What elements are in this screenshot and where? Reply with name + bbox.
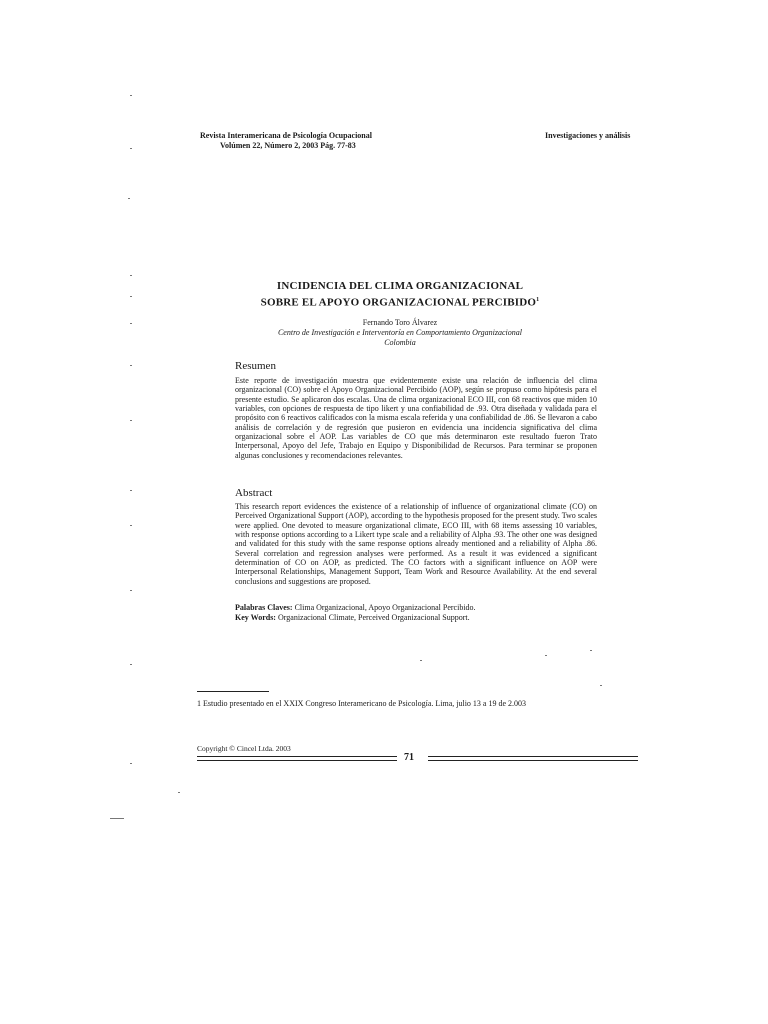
copyright: Copyright © Cincel Ltda. 2003 [197,744,291,753]
footnote: 1 Estudio presentado en el XXIX Congreso Interamericano de Psicología. Lima, julio 13 a 19 de 2.003 [197,699,527,708]
title-line-1: INCIDENCIA DEL CLIMA ORGANIZACIONAL [276,280,524,292]
title-line-2 [200,293,600,310]
footer-rule-left [197,756,397,761]
scan-speck [128,198,130,199]
keywords-es [235,603,597,613]
scan-speck [130,95,132,96]
keywords-es-text: Clima Organizacional, Apoyo Organizacional Percibido. [292,603,476,612]
abstract-text: This research report evidences the existence of a relationship of influence of organizational climate (CO) on Perceived Organizational Support (AOP), according to the hypothesis proposed for the present study. Two scales were applied. One devoted to measure organizational climate, ECO III, with 68 items assessing 10 variables, with response options according to a Likert type scale and a reliability of Alpha .93. The other one was designed and validated for this study with the same response options already mentioned and a reliability of Alpha .86. Several correlation and regression analyses were performed. As a result it was evidenced a significant determination of CO on AOP, as predicted. The CO factors with a significant influence on AOP were Interpersonal Relationships, Management Support, Team Work and Resource Availability. At the end several conclusions and suggestions are proposed. [235,502,597,586]
author-country: Colombia [384,338,416,347]
scan-speck [590,650,592,651]
scan-speck [110,818,124,819]
paper-title [200,279,600,310]
scan-speck [130,365,132,366]
footnote-divider [197,691,269,692]
scan-speck [130,490,132,491]
page-number: 71 [404,752,414,763]
journal-volume: Volúmen 22, Número 2, 2003 Pág. 77-83 [220,141,356,150]
scan-speck [545,655,547,656]
author-affiliation: Centro de Investigación e Interventoría en Comportamiento Organizacional [277,328,523,337]
scan-speck [130,323,132,324]
footer-rule-right [428,756,638,761]
title-footnote-mark: 1 [536,297,540,303]
keywords-en-text: Organizacional Climate, Perceived Organizacional Support. [275,613,470,622]
scan-speck [130,148,132,149]
scan-speck [130,763,132,764]
keywords-en [235,613,597,623]
scan-speck [178,792,180,793]
journal-name: Revista Interamericana de Psicología Ocupacional [200,131,372,140]
keywords-es-label: Palabras Claves: [235,603,293,612]
resumen-text: Este reporte de investigación muestra que evidentemente existe una relación de influencia del clima organizacional (CO) sobre el Apoyo Organizacional Percibido (AOP), según se propuso como hipótesis para el presente estudio. Se aplicaron dos escalas. Una de clima organizacional ECO III, con 68 reactivos que miden 10 variables, con opciones de respuesta de tipo likert y una confiabilidad de .93. Otra diseñada y validada para el propósito con 6 reactivos calificados con la misma escala referida y una confiabilidad de .86. Se llevaron a cabo análisis de correlación y de regresión que pusieron en evidencia una incidencia significativa del clima organizacional sobre el AOP. Las variables de CO que más determinaron este resultado fueron Trato Interpersonal, Apoyo del Jefe, Trabajo en Equipo y Disponibilidad de Recursos. Para terminar se proponen algunas conclusiones y recomendaciones relevantes. [235,376,597,460]
author-name: Fernando Toro Álvarez [362,318,438,327]
author-block [200,318,600,348]
scan-speck [130,420,132,421]
title-line-2-text: SOBRE EL APOYO ORGANIZACIONAL PERCIBIDO [260,296,537,309]
keywords-en-label: Key Words: [235,613,276,622]
scan-speck [130,664,132,665]
scan-speck [130,590,132,591]
scan-speck [130,296,132,297]
scan-speck [600,685,602,686]
scan-speck [420,660,422,661]
abstract-heading: Abstract [235,487,273,499]
section-label: Investigaciones y análisis [545,131,631,140]
scan-speck [130,525,132,526]
scan-speck [130,275,132,276]
journal-header [200,131,372,151]
resumen-heading: Resumen [235,360,276,372]
